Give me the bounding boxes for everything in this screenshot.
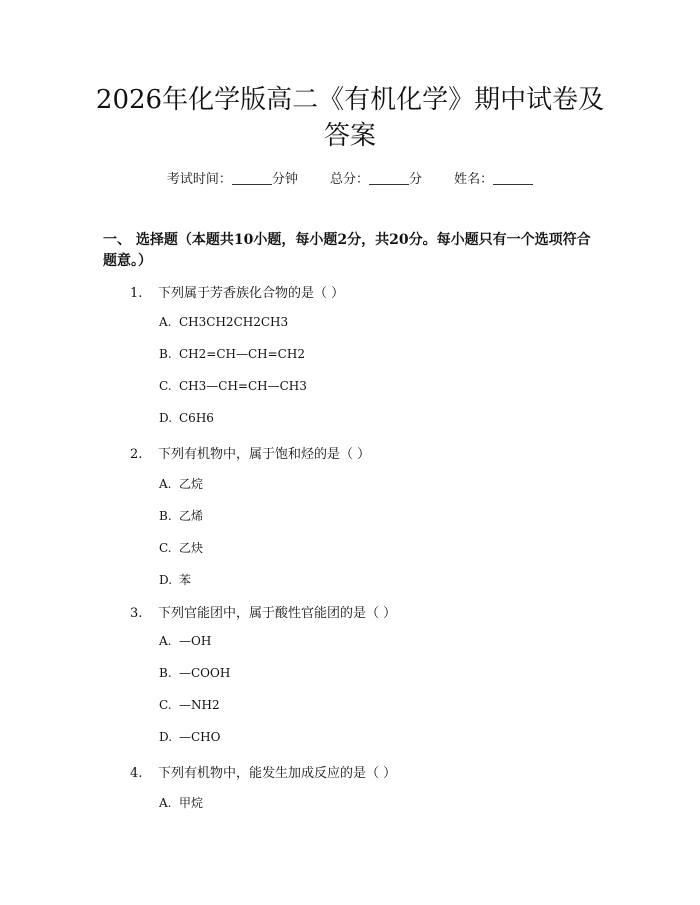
score-field	[330, 172, 426, 187]
option-letter: A.	[159, 796, 172, 810]
exam-meta	[0, 168, 700, 187]
option-letter: C.	[159, 541, 172, 555]
option-text: —CHO	[179, 730, 221, 744]
time-field	[167, 172, 302, 187]
time-label: 考试时间：	[166, 172, 232, 187]
name-blank	[493, 172, 533, 185]
question-3	[130, 602, 396, 621]
section-heading-line-2: 题意。）	[103, 253, 152, 269]
option-1d	[159, 411, 214, 425]
option-text: CH3CH2CH2CH3	[179, 315, 289, 329]
question-text: 下列属于芳香族化合物的是（ ）	[158, 286, 345, 301]
option-letter: C.	[159, 379, 172, 393]
option-letter: B.	[159, 347, 172, 361]
question-1	[130, 282, 344, 301]
option-text: 乙炔	[179, 541, 204, 555]
section-heading-line-1: 一、 选择题（本题共10小题，每小题2分，共20分。每小题只有一个选项符合	[103, 232, 591, 248]
option-3a	[159, 634, 211, 648]
question-text: 下列官能团中，属于酸性官能团的是（ ）	[158, 606, 397, 621]
option-2b	[159, 507, 203, 524]
option-text: —OH	[179, 634, 212, 648]
question-text: 下列有机物中，能发生加成反应的是（ ）	[158, 766, 397, 781]
option-1b	[159, 347, 305, 361]
question-4	[130, 762, 396, 781]
time-unit: 分钟	[271, 172, 298, 187]
option-letter: A.	[159, 315, 172, 329]
option-text: 甲烷	[179, 796, 204, 810]
option-text: CH3—CH=CH—CH3	[179, 379, 307, 393]
question-number: 2.	[130, 447, 143, 462]
option-letter: B.	[159, 666, 172, 680]
option-2a	[159, 475, 203, 492]
question-number: 4.	[130, 766, 143, 781]
option-text: 乙烷	[179, 477, 204, 491]
option-text: C6H6	[179, 411, 214, 425]
option-4a	[159, 794, 203, 811]
option-3c	[159, 698, 220, 712]
option-text: —NH2	[179, 698, 220, 712]
option-2c	[159, 539, 203, 556]
question-number: 3.	[130, 606, 143, 621]
name-field	[454, 172, 533, 187]
option-2d	[159, 571, 191, 588]
score-unit: 分	[409, 172, 423, 187]
option-letter: B.	[159, 509, 172, 523]
score-blank	[369, 172, 409, 185]
question-number: 1.	[130, 286, 143, 301]
option-text: —COOH	[179, 666, 231, 680]
option-1a	[159, 315, 288, 329]
page-title-line-1: 2026年化学版高二《有机化学》期中试卷及	[95, 85, 605, 115]
time-blank	[232, 172, 272, 185]
option-letter: D.	[159, 573, 173, 587]
name-label: 姓名：	[454, 172, 494, 187]
option-1c	[159, 379, 307, 393]
option-letter: C.	[159, 698, 172, 712]
page-title-line-2: 答案	[323, 121, 376, 151]
option-3d	[159, 730, 220, 744]
question-text: 下列有机物中，属于饱和烃的是（ ）	[158, 447, 371, 462]
option-text: 乙烯	[179, 509, 204, 523]
option-letter: D.	[159, 730, 173, 744]
option-3b	[159, 666, 230, 680]
option-letter: A.	[159, 634, 172, 648]
option-text: CH2=CH—CH=CH2	[179, 347, 305, 361]
question-2	[130, 443, 370, 462]
option-letter: D.	[159, 411, 173, 425]
option-text: 苯	[179, 573, 192, 587]
option-letter: A.	[159, 477, 172, 491]
score-label: 总分：	[329, 172, 369, 187]
